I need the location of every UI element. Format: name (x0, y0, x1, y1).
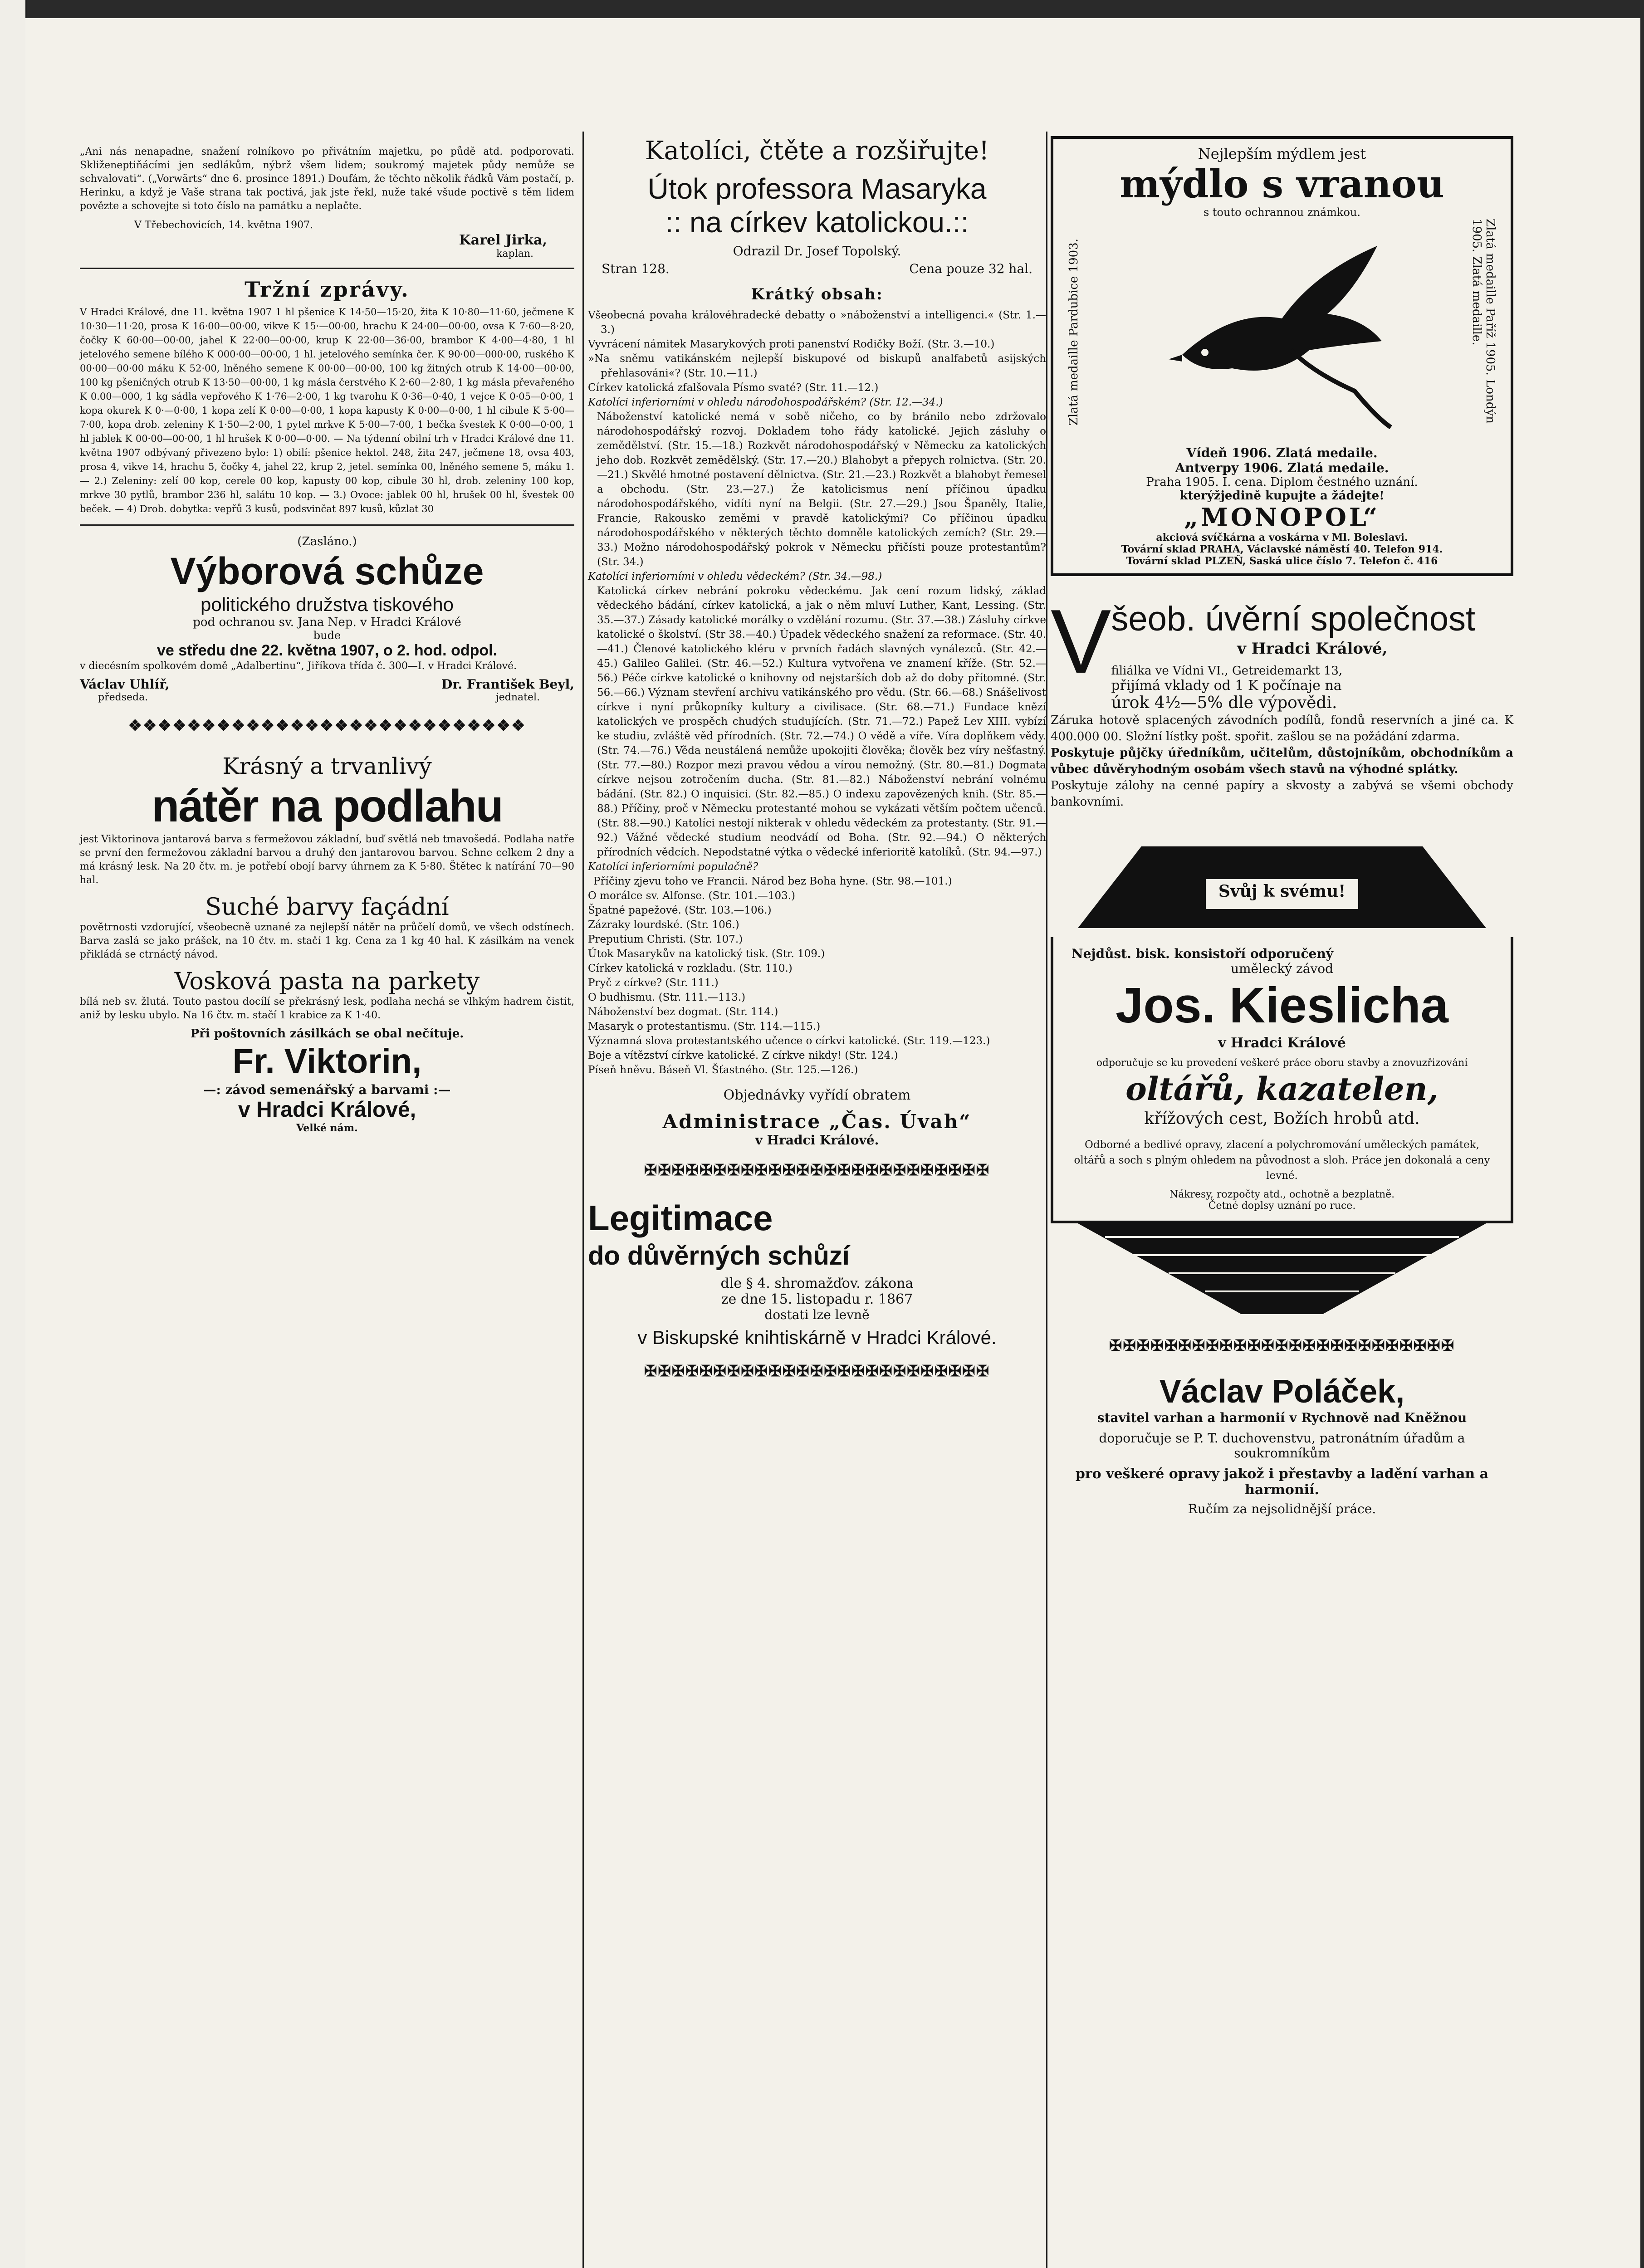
administration-city: v Hradci Králové. (755, 1133, 879, 1148)
list-item: Špatné papežové. (Str. 103.—106.) (588, 904, 772, 916)
bank-loans: Poskytuje půjčky úředníkům, učitelům, důstojníkům, obchodníkům a vůbec důvěryhodným osobám všech stavů na výhodné splátky. (1051, 746, 1513, 776)
utok-line-2: :: na církev katolickou.:: (665, 206, 969, 239)
meeting-subtitle: politického družstva tiskového (201, 594, 454, 615)
legitimace-law: dle § 4. shromažďov. zákona (720, 1276, 914, 1291)
legitimace-printer: v Biskupské knihtiskárně v Hradci Králové. (637, 1327, 997, 1348)
kies-opravy: Odborné a bedlivé opravy, zlacení a polychromování uměleckých památek, oltářů a soch s plným ohledem na původnost a sloh. Práce jen dokonalá a ceny levné. (1074, 1139, 1490, 1182)
meeting-secretary-role: jednatel. (495, 692, 540, 703)
bank-ad (1051, 591, 1513, 810)
crow-icon (1164, 228, 1400, 436)
soap-praha: Praha 1905. I. cena. Diplom čestného uznání. (1146, 475, 1418, 489)
ad-krasny: Krásný a trvanlivý (222, 753, 432, 779)
soap-wien: Vídeň 1906. Zlatá medaile. (1186, 445, 1378, 460)
list-item: Příčiny zjevu toho ve Francii. Národ bez Boha hyne. (Str. 98.—101.) (593, 875, 952, 887)
ad-firm-name: Fr. Viktorin, (232, 1042, 422, 1080)
soap-title: mýdlo s vranou (1120, 161, 1444, 206)
administration: Administrace „Čas. Úvah“ (662, 1110, 972, 1133)
column-left (80, 145, 574, 1134)
bank-initial: V (1051, 591, 1111, 692)
list-item: Katolická církev nebrání pokroku vědeckému. Jak cení rozum lidský, základ vědeckého bádání, církev katolická, a jak o něm mluví Luther, Kant, Lessing. (Str. 35.—37.) Zásady katolické morálky o vzdělání rozumu. (Str. 37.—38.) Zásluhy církve katolické o školství. (Str 38.—40.) Úpadek vědeckého snažení za reformace. (Str. 40.—41.) Členové katolického kléru v prvních řadách slavných vynálezců. (Str. 42.—45.) Galileo Galilei. (Str. 46.—52.) Kultura vytvořena ve znamení kříže. (Str. 52.—56.) Péče církve katolické o knihovny od nejstarších dob až do doby přítomné. (Str. 56.—66.) Význam stevření archivu vatikánského pro vědu. (Str. 66.—68.) Snášelivost církve i nyní průkopníky kultury a civilisace. (Str. 68.—71.) Fundace knězí katolických ve prospěch chudých studujících. (Str. 71.—72.) Papež Lev XIII. vybízí ke studiu, zvláště věd přírodních. (Str. 72.—74.) O vědě a víře. Víra doplňkem vědy. (Str. 74.—76.) Věda neustálená nemůže upokojiti člověka; člověk bez víry nešťastný. (Str. 77.—80.) Rozpor mezi pravou vědou a vírou nemožný. (Str. 80.—81.) Dogmata církve nejsou zotročením ducha. (Str. 81.—82.) Náboženství nebrání volnému bádání. (Str. 82.) O inquisici. (Str. 82.—85.) O indexu zapovězených knih. (Str. 85.—88.) Příčiny, proč v Německu protestanté mohou se vykázati větším počtem učenců. (Str. 88.—90.) Katolíci nestojí nikterak v ohledu vědeckém za protestanty. (Str. 91.—92.) Vážné vědecké studium neodvádí od Boha. (Str. 92.—94.) O některých přírodních vědcích. Nepodstatné výtka o vědecké inferioritě katolíků. (Str. 94.—97.) (597, 585, 1046, 858)
bank-advances: Poskytuje zálohy na cenné papíry a skvosty a zabývá se všemi obchody bankovními. (1051, 779, 1513, 809)
ad-firm-city: v Hradci Králové, (238, 1098, 416, 1122)
ad-postovni: Při poštovních zásilkách se obal nečítuje. (190, 1027, 464, 1041)
meeting-signatures (80, 677, 574, 703)
kieslich-frame (1051, 937, 1513, 1223)
column-right (1051, 136, 1513, 1516)
bank-urok: úrok 4½—5% dle výpovědi. (1111, 694, 1337, 712)
kies-odporucuje: odporučuje se ku provedení veškeré práce oboru stavby a znovuzřizování (1096, 1057, 1468, 1069)
soap-kupujte: kterýžjedině kupujte a žádejte! (1179, 489, 1385, 503)
market-text: V Hradci Králové, dne 11. května 1907 1 hl pšenice K 14·50—15·20, žita K 10·80—11·60, ječmene K 10·30—11·20, prosa K 16·00—00·00, vikve K 15·—00·00, hrachu K 24·00—00·00, ovsa K 7·60—8·20, čočky K 60·00—00·00, jahel K 22·00—00·00, krup K 22·00—36·00, brambor K 4·00—4·80, 1 hl jetelového semene bílého K 000·00—00·00, 1 hl. jetelového semínka čer. K 90·00—000·00, ruského K 00·00—00·00 máku K 52·00, lněného semene K 00·00—00·00, 100 kg žitných otrub K 14·00—00·00, 100 kg pšeničných otrub K 13·50—00·00, 1 kg másla čerstvého K 2·60—2·80, 1 kg másla převařeného K 0.00—000, 1 kg sádla vepřového K 1·76—2·00, 1 kg tvarohu K 0·36—0·40, 1 vejce K 0·05—0·00, 1 kopa okurek K 0·—0·00, 1 kopa zelí K 0·00—0·00, 1 kopa kapusty K 0·00—0·00, 1 hl cibule K 5·00—7·00, kopa drob. zeleniny K 1·50—2·00, 1 pytel mrkve K 5·00—7·00, 1 bečka švestek K 0·00—0·00, 1 hl jablek K 00·00—00·00, 1 hl hrušek K 0·00—0·00. — Na týdenní obilní trh v Hradci Králové dne 11. května 1907 odbývaný přivezeno bylo: 1) obilí: pšenice hektol. 248, žita 247, ječmene 18, ovsa 403, prosa 4, vikve 14, hrachu 5, čočky 4, jahel 22, krup 2, jetel. semínka 00, lněného semene 5, máku 1. — 2.) Zeleniny: zelí 00 kop, cerele 00 kop, kapusty 00 kop, cibule 30 hl, drob. zeleniny 100 kop, mrkve 30 pytlů, brambor 236 hl, salátu 10 kop. — 3.) Ovoce: jablek 00 hl, hrušek 00 hl, švestek 00 beček. — 4) Drob. dobytka: vepřů 3 kusů, podsvinčat 897 kusů, kůzlat 30 (80, 307, 574, 514)
kies-krizovych: křížových cest, Božích hrobů atd. (1144, 1110, 1420, 1128)
utok-line-1: Útok professora Masaryka (647, 172, 987, 205)
soap-company: akciová svíčkárna a voskárna v Ml. Boleslavi. (1156, 532, 1408, 543)
list-item: Útok Masarykův na katolický tisk. (Str. 109.) (588, 948, 825, 960)
kies-cetne: Četné doplsy uznání po ruce. (1208, 1200, 1356, 1212)
list-item: Významná slova protestantského učence o církvi katolické. (Str. 119.—123.) (588, 1035, 990, 1047)
ad-suche-text: povětrnosti vzdorující, všeobecně uznané za nejlepší nátěr na průčelí domů, ve všech odstínech. Barva zaslá se jako prášek, na 10 čtv. m. stačí 1 kg. Cena za 1 kg 40 hal. K zásilkám na venek přikládá se ctrnáctý návod. (80, 922, 574, 960)
banner-text: Svůj k svému! (1218, 882, 1346, 901)
ad-firm-subtitle: —: závod semenářský a barvami :— (203, 1082, 451, 1097)
soap-plzen: Tovární sklad PLZEŇ, Saská ulice číslo 7. Telefon č. 416 (1126, 555, 1438, 567)
meeting-chair-role: předseda. (98, 692, 148, 703)
list-item: Náboženství katolické nemá v sobě ničeho, co by bránilo nebo zdržovalo národohospodářský rozvoj. Dokladem toho řády katolické. Jejich zásluhy o zemědělství. (Str. 15.—18.) Rozkvět národohospodářský v Německu za katolických jeho dob. Rozkvět zemědělský. (Str. 17.—20.) Blahobyt a přepych rolnictva. (Str. 20.—21.) Skvělé hmotné postavení dělnictva. (Str. 21.—23.) Rozkvět a blahobyt řemesel a obchodu. (Str. 23.—27.) Že katolicismus není příčinou úpadku národohospodářského, vidíti nyní na Belgii. (Str. 27.—29.) Jsou Španěly, Italie, Francie, Rakousko zeměmi v pravdě katolickými? Co příčinou úpadku národohospodářského v některých těchto domněle katolických zemích? (Str. 29.—33.) Možno národohospodářský pokrok v Německu přičísti pouze protestantům? (Str. 34.) (597, 411, 1046, 568)
list-item: »Na sněmu vatikánském nejlepší biskupové od biskupů analfabetů asijských přehlasováni«? (Str. 10.—11.) (588, 353, 1046, 379)
soap-left-medal: Zlatá medaille Pardubice 1903. (1067, 238, 1081, 426)
book-pages: Stran 128. (602, 261, 670, 276)
meeting-chair-name: Václav Uhlíř, (80, 677, 170, 692)
bank-title: šeob. úvěrní společnost (1111, 600, 1476, 638)
contents-heading: Krátký obsah: (751, 285, 883, 303)
meeting-place: v diecésním spolkovém domě „Adalbertinu“, Jiříkova třída č. 300—I. v Hradci Králové. (80, 660, 517, 672)
odrazil: Odrazil Dr. Josef Topolský. (733, 244, 901, 259)
bank-text: Záruka hotově splacených závodních podílů, fondů reservních a jiné ca. K 400.000 00. Složní lístky pošt. spořit. zašlou se na požádání zdarma. (1051, 714, 1513, 743)
polacek-pro: pro veškeré opravy jakož i přestavby a ladění varhan a harmonií. (1075, 1466, 1489, 1498)
banner-bottom-shape (1051, 1223, 1513, 1323)
orders-line: Objednávky vyřídí obratem (723, 1087, 911, 1103)
list-item: Církev katolická zfalšovala Písmo svaté? (Str. 11.—12.) (588, 382, 879, 394)
kies-nakresy: Nákresy, rozpočty atd., ochotně a bezplatně. (1169, 1189, 1395, 1200)
letter-text: „Ani nás nenapadne, snažení rolníkovo po přivátním majetku, po půdě atd. podporovati. Skliženeptiňácími jen sedlákům, nýbrž všem lidem; soukromý majetek půdy nemůže se schvalovati“. („Vorwärts“ dne 6. prosince 1891.) Doufám, že těchto několik řádků Vám postačí, p. Herinku, a když je Vaše strana tak poctivá, jak jste řekl, nuže také všude poctivě s těm lidem povězte a schovejte si toto číslo na památku a neplačte. (80, 146, 574, 212)
kies-city: v Hradci Králové (1218, 1035, 1346, 1051)
bank-city: v Hradci Králové, (1237, 640, 1388, 658)
legitimace-title: Legitimace (588, 1198, 773, 1238)
list-item: Náboženství bez dogmat. (Str. 114.) (588, 1006, 778, 1018)
katolici-heading: Katolíci, čtěte a rozšiřujte! (645, 136, 989, 166)
column-middle (588, 136, 1046, 1398)
ad-nater-text: jest Viktorinova jantarová barva s fermežovou základní, buď světlá neb tmavošedá. Podlaha natře se první den fermežovou základní barvou a druhý den jantarovou barvou. Schne celkem 2 dny a má krásný lesk. Na 20 čtv. m. je potřebí obojí barvy úhrnem za K 5·80. Štětec k natírání 70—90 hal. (80, 834, 574, 886)
list-item: Preputium Christi. (Str. 107.) (588, 934, 743, 945)
book-price: Cena pouze 32 hal. (909, 261, 1032, 276)
decorative-border: ✠✠✠✠✠✠✠✠✠✠✠✠✠✠✠✠✠✠✠✠✠✠✠✠✠ (644, 1362, 990, 1380)
kies-name: Jos. Kieslicha (1116, 978, 1448, 1033)
letter-role: kaplan. (496, 248, 533, 259)
book-info (602, 261, 1032, 276)
meeting-bude: bude (313, 629, 341, 642)
meeting-patron: pod ochranou sv. Jana Nep. v Hradci Králové (193, 616, 461, 629)
market-title: Tržní zprávy. (245, 277, 410, 302)
decorative-border: ✠✠✠✠✠✠✠✠✠✠✠✠✠✠✠✠✠✠✠✠✠✠✠✠✠ (644, 1161, 990, 1179)
kies-zavod: umělecký závod (1230, 961, 1334, 976)
list-item: Katolíci inferiorními v ohledu vědeckém? (Str. 34.—98.) (588, 571, 882, 582)
polacek-rucim: Ručím za nejsolidnější práce. (1188, 1501, 1376, 1516)
divider (80, 524, 574, 526)
ad-voskova: Vosková pasta na parkety (174, 968, 480, 995)
polacek-sub: stavitel varhan a harmonií v Rychnově nad Kněžnou (1097, 1410, 1467, 1425)
legitimace-ad (588, 1198, 1046, 1349)
list-item: Boje a vítězství církve katolické. Z církve nikdy! (Str. 124.) (588, 1050, 898, 1061)
ad-firm-square: Velké nám. (296, 1122, 358, 1134)
kies-top: Nejdůst. bisk. konsistoří odporučený (1072, 946, 1333, 961)
soap-ad (1051, 136, 1513, 576)
list-item: Všeobecná povaha královéhradecké debatty o »náboženství a intelligenci.« (Str. 1.—3.) (588, 309, 1046, 336)
list-item: Církev katolická v rozkladu. (Str. 110.) (588, 963, 793, 974)
list-item: Masaryk o protestantismu. (Str. 114.—115.) (588, 1021, 821, 1032)
meeting-title: Výborová schůze (170, 550, 484, 592)
newspaper-page (25, 18, 1640, 2268)
list-item: Vyvrácení námitek Masarykových proti panenství Rodičky Boží. (Str. 3.—10.) (588, 338, 995, 350)
list-item: Katolíci inferiorními v ohledu národohospodářském? (Str. 12.—34.) (588, 396, 943, 408)
polacek-ad (1051, 1373, 1513, 1516)
polacek-name: Václav Poláček, (1159, 1374, 1405, 1410)
letter-place: V Třebechovicích, 14. května 1907. (134, 220, 313, 231)
polacek-doporucuje: doporučuje se P. T. duchovenstvu, patronátním úřadům a soukromníkům (1099, 1431, 1465, 1461)
list-item: Pryč z církve? (Str. 111.) (588, 977, 719, 989)
list-item: Katolíci inferiorními populačně? (588, 861, 758, 873)
contents-list (588, 308, 1046, 1077)
bank-prijima: přijímá vklady od 1 K počínaje na (1111, 678, 1342, 694)
column-divider-1 (582, 132, 584, 2268)
soap-antverpy: Antverpy 1906. Zlatá medaile. (1175, 460, 1389, 475)
bank-filialka: filiálka ve Vídni VI., Getreidemarkt 13, (1111, 664, 1343, 678)
decorative-border: ✠✠✠✠✠✠✠✠✠✠✠✠✠✠✠✠✠✠✠✠✠✠✠✠✠ (1109, 1337, 1455, 1355)
legitimace-cheap: dostati lze levně (764, 1307, 870, 1322)
soap-mark: s touto ochrannou známkou. (1203, 206, 1361, 219)
list-item: Zázraky lourdské. (Str. 106.) (588, 919, 739, 931)
kieslich-ad (1051, 828, 1513, 1323)
meeting-secretary-name: Dr. František Beyl, (441, 677, 574, 692)
soap-brand: „MONOPOL“ (1184, 503, 1380, 532)
list-item: O morálce sv. Alfonse. (Str. 101.—103.) (588, 890, 796, 902)
zaslano-label: (Zasláno.) (297, 535, 357, 548)
kies-oltaru: oltářů, kazatelen, (1125, 1070, 1438, 1108)
column-divider-2 (1046, 132, 1047, 2268)
list-item: Píseň hněvu. Báseň Vl. Šťastného. (Str. 125.—126.) (588, 1064, 858, 1076)
soap-sklad: Tovární sklad PRAHA, Václavské náměstí 40. Telefon 914. (1121, 543, 1443, 555)
ad-suche: Suché barvy façádní (205, 894, 449, 921)
decorative-border: ❖❖❖❖❖❖❖❖❖❖❖❖❖❖❖❖❖❖❖❖❖❖❖❖❖❖❖ (128, 717, 526, 735)
soap-top: Nejlepším mýdlem jest (1198, 145, 1366, 162)
legitimace-date: ze dne 15. listopadu r. 1867 (721, 1291, 913, 1307)
soap-emblem (1067, 219, 1497, 445)
ad-voskova-text: bílá neb sv. žlutá. Touto pastou docílí se překrásný lesk, podlaha nechá se vlhkým hadrem čistit, aniž by lesku ubylo. Na 16 čtv. m. stačí 1 krabice za K 1·40. (80, 996, 574, 1021)
list-item: O budhismu. (Str. 111.—113.) (588, 992, 746, 1003)
left-binding-strip (0, 0, 27, 2268)
ad-nater: nátěr na podlahu (152, 781, 503, 831)
soap-right-medal: Zlatá medaille Paříž 1905. Londýn 1905. Zlatá medaille. (1470, 219, 1497, 424)
legitimace-subtitle: do důvěrných schůzí (588, 1241, 850, 1271)
letter-signature: Karel Jirka, (459, 232, 547, 248)
divider (80, 268, 574, 269)
meeting-date: ve středu dne 22. května 1907, o 2. hod. odpol. (157, 642, 498, 659)
